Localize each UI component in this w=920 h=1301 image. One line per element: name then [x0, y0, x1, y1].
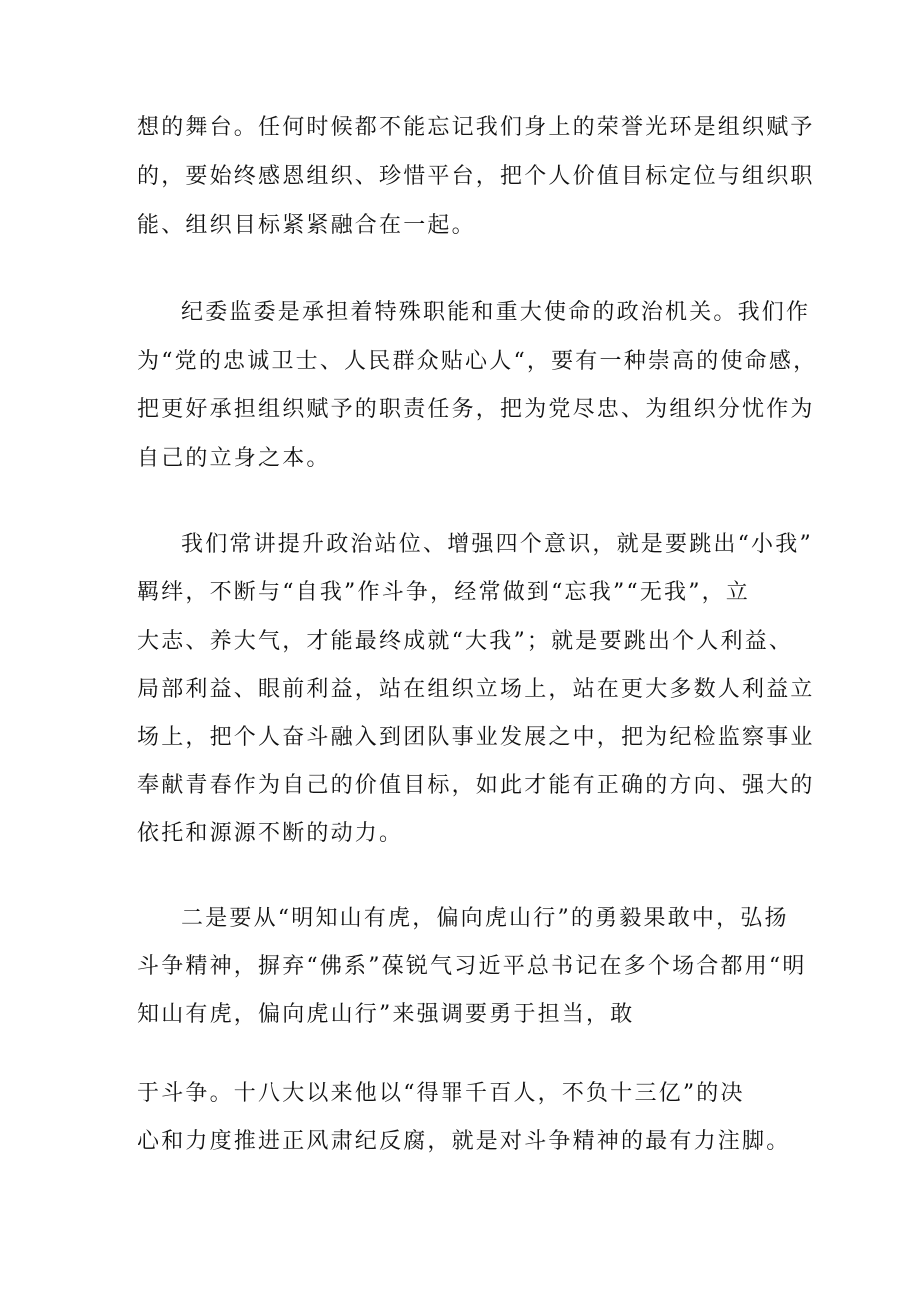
text-line: 场上，把个人奋斗融入到团队事业发展之中，把为纪检监察事业	[137, 725, 815, 750]
text-line: 想的舞台。任何时候都不能忘记我们身上的荣誉光环是组织赋予	[137, 115, 815, 140]
paragraph-start-line: 我们常讲提升政治站位、增强四个意识，就是要跳出“小我”	[181, 532, 813, 557]
text-line: 自己的立身之本。	[137, 446, 331, 471]
text-line: 为“党的忠诚卫士、人民群众贴心人“，要有一种崇高的使命感，	[137, 349, 818, 374]
paragraph-start-line: 二是要从“明知山有虎，偏向虎山行”的勇毅果敢中，弘扬	[181, 906, 789, 931]
text-line: 奉献青春作为自己的价值目标，如此才能有正确的方向、强大的	[137, 773, 815, 798]
text-line: 于斗争。十八大以来他以“得罪千百人，不负十三亿”的决	[137, 1081, 745, 1106]
text-line: 羁绊，不断与“自我”作斗争，经常做到“忘我”“无我”，立	[137, 580, 751, 605]
text-line: 斗争精神，摒弃“佛系”葆锐气习近平总书记在多个场合都用“明	[137, 954, 807, 979]
text-line: 能、组织目标紧紧融合在一起。	[137, 213, 476, 238]
text-line: 的，要始终感恩组织、珍惜平台，把个人价值目标定位与组织职	[137, 164, 815, 189]
text-line: 局部利益、眼前利益，站在组织立场上，站在更大多数人利益立	[137, 677, 815, 702]
paragraph-start-line: 纪委监委是承担着特殊职能和重大使命的政治机关。我们作	[181, 300, 811, 325]
text-line: 依托和源源不断的动力。	[137, 821, 404, 846]
text-line: 知山有虎，偏向虎山行”来强调要勇于担当，敢	[137, 1002, 635, 1027]
text-line: 大志、养大气，才能最终成就“大我”；就是要跳出个人利益、	[137, 629, 794, 654]
text-line: 心和力度推进正风肃纪反腐，就是对斗争精神的最有力注脚。	[137, 1129, 791, 1154]
text-line: 把更好承担组织赋予的职责任务，把为党尽忠、为组织分忧作为	[137, 397, 815, 422]
